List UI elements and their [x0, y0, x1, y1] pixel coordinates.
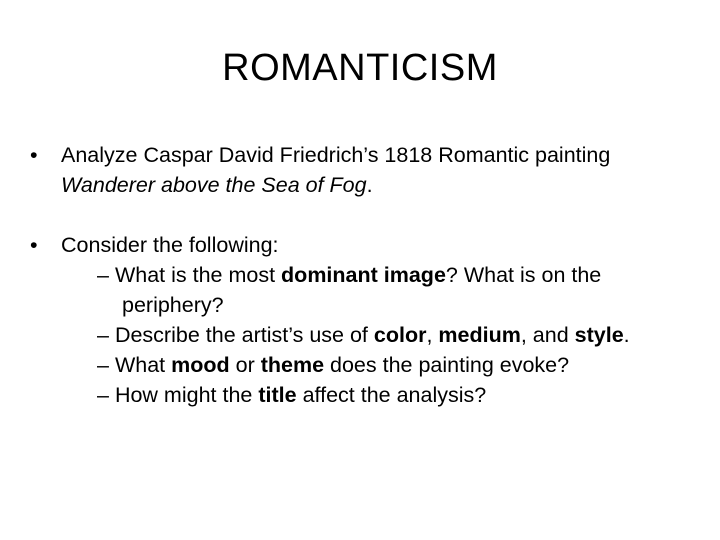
sub-emphasis: mood: [171, 353, 230, 377]
bullet-marker: •: [30, 143, 38, 167]
bullet-text-end: .: [366, 173, 373, 197]
sub-text: ,: [426, 323, 439, 347]
sub-text: affect the analysis?: [296, 383, 487, 407]
bullet-text: Analyze Caspar David Friedrich’s 1818 Romantic painting: [61, 143, 611, 167]
sub-emphasis: medium: [438, 323, 521, 347]
sub-text: How might the: [114, 383, 259, 407]
sub-text: What is the most: [114, 263, 282, 287]
sub-text: .: [623, 323, 630, 347]
slide-title: ROMANTICISM: [222, 47, 498, 89]
sub-emphasis: style: [574, 323, 624, 347]
sub-marker: –: [97, 263, 109, 287]
sub-text: , and: [520, 323, 575, 347]
subitem-artist-use: [66, 320, 680, 350]
painting-title: Wanderer above the Sea of Fog: [61, 173, 367, 197]
sub-emphasis: title: [258, 383, 297, 407]
subitem-dominant-image: [66, 260, 680, 320]
sub-marker: –: [97, 353, 109, 377]
bullet-text: Consider the following:: [61, 233, 279, 257]
sub-emphasis: color: [373, 323, 427, 347]
slide-body: [30, 140, 680, 410]
sub-text: What: [114, 353, 172, 377]
sub-text: does the painting evoke?: [324, 353, 570, 377]
subitem-title-effect: [66, 380, 680, 410]
sub-text: ? What is on the periphery?: [122, 263, 602, 317]
bullet-marker: •: [30, 233, 38, 257]
sub-text: or: [229, 353, 261, 377]
sub-marker: –: [97, 323, 109, 347]
bullet-analyze: [30, 140, 680, 200]
bullet-consider: [30, 230, 680, 410]
sub-text: Describe the artist’s use of: [114, 323, 374, 347]
sub-emphasis: dominant image: [281, 263, 446, 287]
sub-emphasis: theme: [260, 353, 325, 377]
subitem-mood-theme: [66, 350, 680, 380]
sub-marker: –: [97, 383, 109, 407]
